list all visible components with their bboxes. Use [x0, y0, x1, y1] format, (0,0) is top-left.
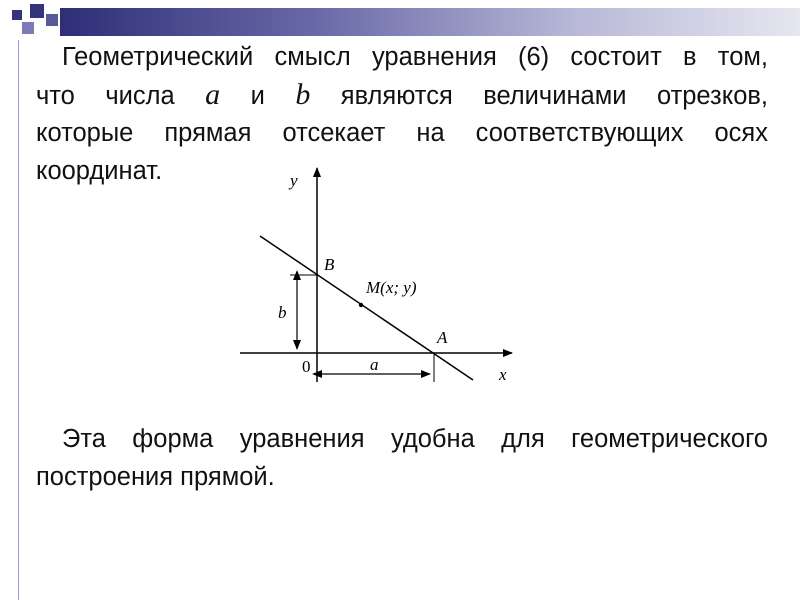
intercept-diagram	[230, 160, 530, 390]
decor-squares	[6, 4, 66, 40]
header-gradient-band	[60, 8, 800, 36]
p1-line2	[36, 76, 768, 114]
p1-line2-start: что числа	[36, 82, 175, 110]
point-M-label: M(x; y)	[366, 278, 417, 297]
x-axis-label: x	[499, 365, 507, 384]
p1-line3: которые прямая отсекает на соответствующих осях	[36, 119, 768, 147]
p2-line2: построения прямой.	[36, 463, 275, 491]
segment-b-label: b	[278, 303, 287, 322]
p2-line1: Эта форма уравнения удобна для геометрического	[62, 425, 768, 453]
point-M	[359, 303, 363, 307]
diagram-svg	[230, 160, 530, 390]
segment-a-label: a	[370, 355, 379, 374]
paragraph-convenience	[36, 420, 768, 496]
variable-a: a	[205, 78, 221, 111]
p1-line1: Геометрический смысл уравнения (6) состоит в том,	[62, 43, 768, 71]
point-B-label: B	[324, 255, 335, 274]
y-axis-label: y	[290, 171, 298, 190]
p1-conjunction: и	[250, 82, 265, 110]
origin-label: 0	[302, 357, 311, 376]
point-A-label: A	[437, 328, 448, 347]
line-AB	[260, 236, 473, 380]
p1-line2-end: являются величинами отрезков,	[340, 82, 769, 110]
variable-b: b	[295, 78, 311, 111]
slide-header-decoration	[0, 0, 800, 40]
left-rule	[18, 40, 19, 600]
p1-line4: координат.	[36, 157, 163, 185]
